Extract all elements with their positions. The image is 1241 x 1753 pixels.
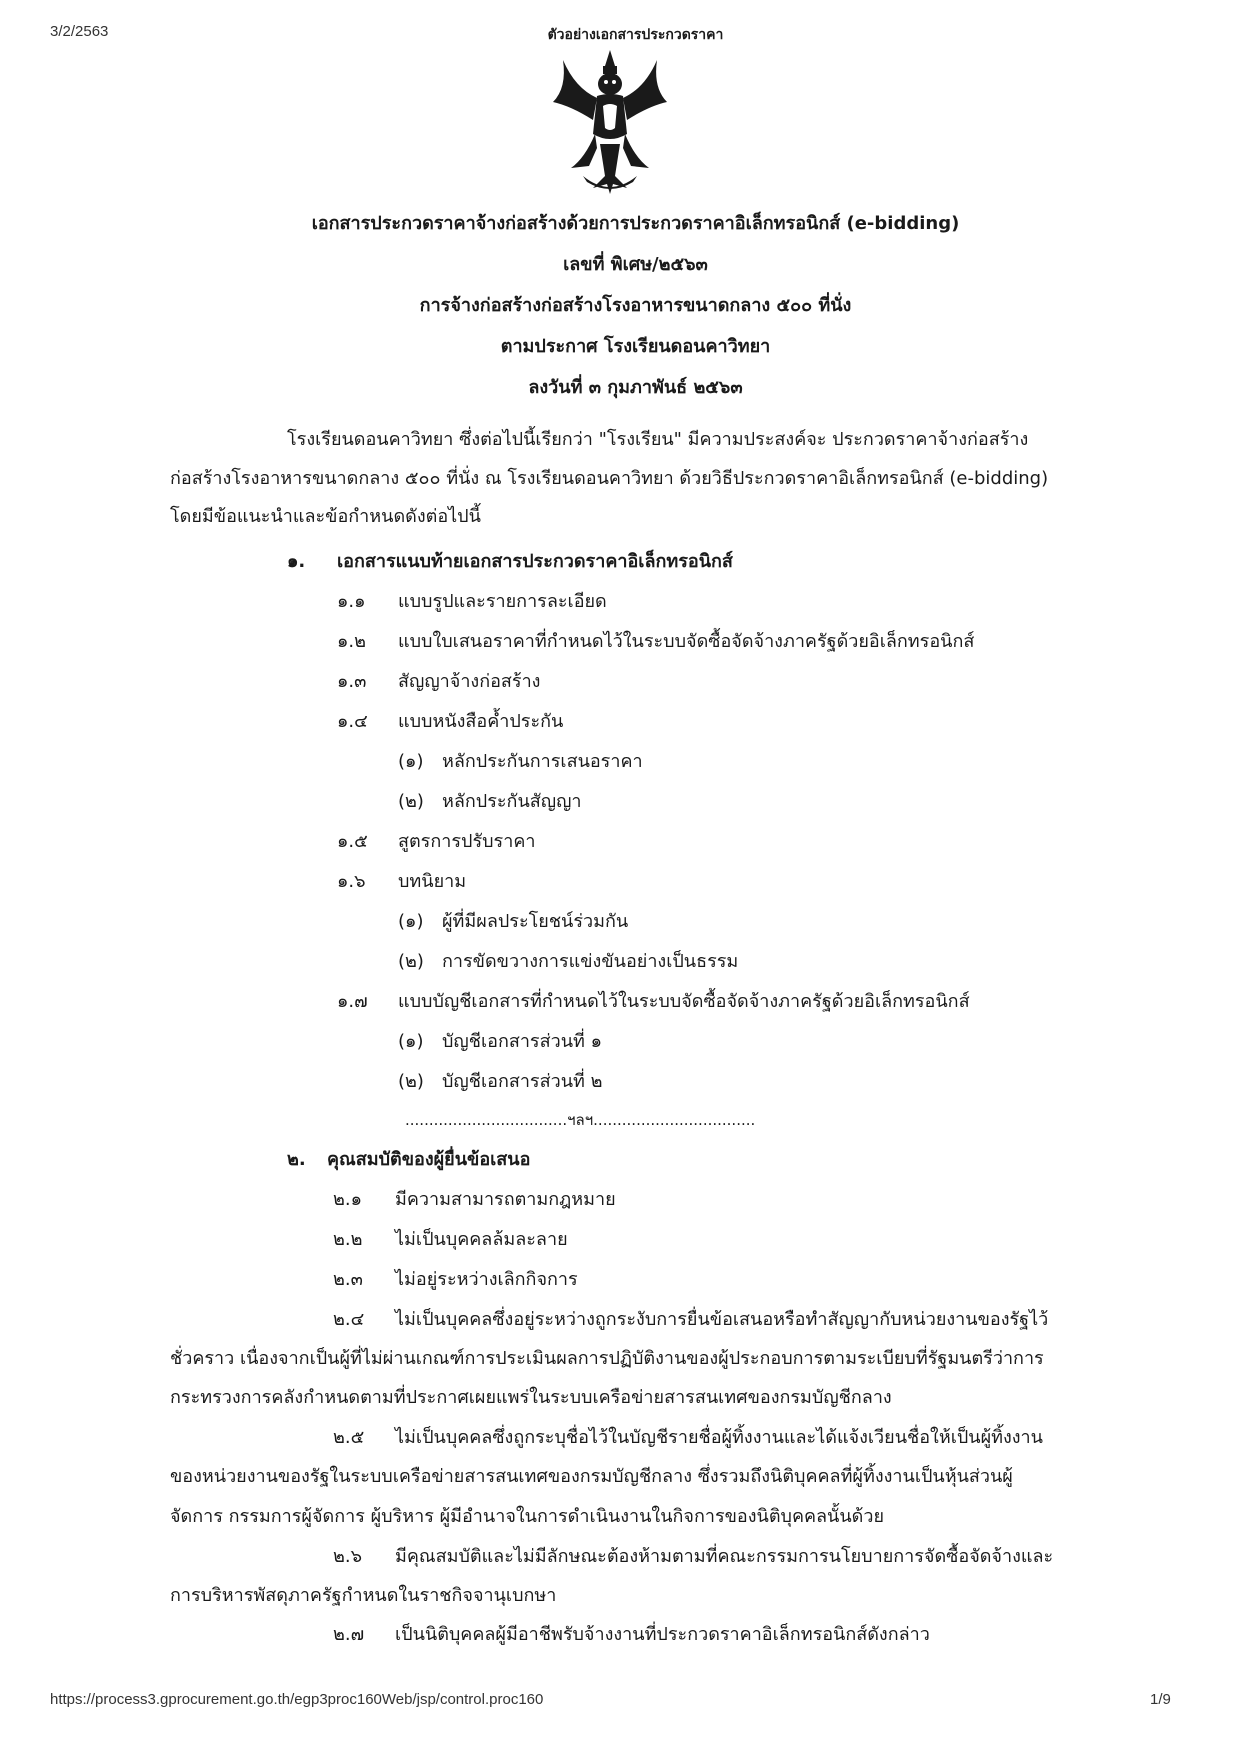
item-text: แบบบัญชีเอกสารที่กำหนดไว้ในระบบจัดซื้อจัดจ้างภาครัฐด้วยอิเล็กทรอนิกส์ [398,991,970,1012]
item-text: สูตรการปรับราคา [398,831,536,852]
item-text: สัญญาจ้างก่อสร้าง [398,671,541,692]
title-line-2: เลขที่ พิเศษ/๒๕๖๓ [563,254,708,275]
item-number: ๒.๕ [333,1427,365,1448]
header-date: 3/2/2563 [50,23,109,40]
item-number: ๒.๔ [333,1309,365,1330]
paragraph-2-6-line-2: การบริหารพัสดุภาครัฐกำหนดในราชกิจจานุเบกษา [170,1585,557,1606]
subitem-number: (๒) [398,951,424,972]
paragraph-2-4-line-2: ชั่วคราว เนื่องจากเป็นผู้ที่ไม่ผ่านเกณฑ์การประเมินผลการปฏิบัติงานของผู้ประกอบการตามระเบียบที่รัฐมนตรีว่าการ [170,1348,1044,1369]
item-number: ๒.๗ [333,1624,365,1645]
garuda-emblem-icon [545,48,675,198]
paragraph-2-5-line-1: ไม่เป็นบุคคลซึ่งถูกระบุชื่อไว้ในบัญชีรายชื่อผู้ทิ้งงานและได้แจ้งเวียนชื่อให้เป็นผู้ทิ้งงาน [395,1427,1043,1448]
subitem-text: การขัดขวางการแข่งขันอย่างเป็นธรรม [442,951,739,972]
paragraph-2-5-line-3: จัดการ กรรมการผู้จัดการ ผู้บริหาร ผู้มีอำนาจในการดำเนินงานในกิจการของนิติบุคคลนั้นด้วย [170,1506,885,1527]
subitem-text: บัญชีเอกสารส่วนที่ ๒ [442,1071,603,1092]
item-number: ๑.๒ [337,631,367,652]
etc-dotted-line: ..................................ฯลฯ.................................. [405,1111,756,1129]
intro-line-3: โดยมีข้อแนะนำและข้อกำหนดดังต่อไปนี้ [170,506,481,527]
section-1-title: เอกสารแนบท้ายเอกสารประกวดราคาอิเล็กทรอนิกส์ [337,551,733,572]
paragraph-2-7-line-1: เป็นนิติบุคคลผู้มีอาชีพรับจ้างงานที่ประกวดราคาอิเล็กทรอนิกส์ดังกล่าว [395,1624,930,1645]
subitem-text: หลักประกันสัญญา [442,791,582,812]
subitem-number: (๒) [398,791,424,812]
intro-line-2: ก่อสร้างโรงอาหารขนาดกลาง ๕๐๐ ที่นั่ง ณ โรงเรียนดอนคาวิทยา ด้วยวิธีประกวดราคาอิเล็กทรอนิกส์ (e-bidding) [170,468,1049,489]
item-number: ๒.๓ [333,1269,363,1290]
item-text: แบบรูปและรายการละเอียด [398,591,607,612]
item-number: ๑.๔ [337,711,368,732]
subitem-number: (๑) [398,911,424,932]
paragraph-2-4-line-1: ไม่เป็นบุคคลซึ่งอยู่ระหว่างถูกระงับการยื่นข้อเสนอหรือทำสัญญากับหน่วยงานของรัฐไว้ [395,1309,1049,1330]
document-title-block [0,203,1241,408]
section-1-number: ๑. [287,551,306,572]
footer-url: https://process3.gprocurement.go.th/egp3proc160Web/jsp/control.proc160 [50,1691,544,1708]
title-line-1: เอกสารประกวดราคาจ้างก่อสร้างด้วยการประกวดราคาอิเล็กทรอนิกส์ (e-bidding) [311,213,960,234]
title-line-4: ตามประกาศ โรงเรียนดอนคาวิทยา [500,336,771,357]
intro-line-1: โรงเรียนดอนคาวิทยา ซึ่งต่อไปนี้เรียกว่า "โรงเรียน" มีความประสงค์จะ ประกวดราคาจ้างก่อสร้าง [287,429,1029,450]
subitem-number: (๑) [398,751,424,772]
footer-page-number: 1/9 [1150,1691,1171,1708]
section-2-number: ๒. [287,1149,306,1170]
item-text: มีความสามารถตามกฎหมาย [395,1189,616,1210]
item-text: ไม่เป็นบุคคลล้มละลาย [395,1229,568,1250]
subitem-text: บัญชีเอกสารส่วนที่ ๑ [442,1031,603,1052]
title-line-5: ลงวันที่ ๓ กุมภาพันธ์ ๒๕๖๓ [528,377,743,398]
item-number: ๑.๓ [337,671,367,692]
item-text: แบบใบเสนอราคาที่กำหนดไว้ในระบบจัดซื้อจัดจ้างภาครัฐด้วยอิเล็กทรอนิกส์ [398,631,975,652]
subitem-text: ผู้ที่มีผลประโยชน์ร่วมกัน [442,911,629,932]
subitem-text: หลักประกันการเสนอราคา [442,751,643,772]
item-text: ไม่อยู่ระหว่างเลิกกิจการ [395,1269,578,1290]
item-number: ๑.๗ [337,991,368,1012]
item-text: บทนิยาม [398,871,467,892]
item-number: ๑.๕ [337,831,368,852]
paragraph-2-5-line-2: ของหน่วยงานของรัฐในระบบเครือข่ายสารสนเทศของกรมบัญชีกลาง ซึ่งรวมถึงนิติบุคคลที่ผู้ทิ้งงานเป็นหุ้นส่วนผู้ [170,1466,1013,1487]
item-number: ๒.๖ [333,1546,363,1567]
subitem-number: (๒) [398,1071,424,1092]
paragraph-2-4-line-3: กระทรวงการคลังกำหนดตามที่ประกาศเผยแพร่ในระบบเครือข่ายสารสนเทศของกรมบัญชีกลาง [170,1387,892,1408]
item-text: แบบหนังสือค้ำประกัน [398,711,564,732]
item-number: ๑.๖ [337,871,366,892]
section-2-title: คุณสมบัติของผู้ยื่นข้อเสนอ [327,1149,531,1170]
paragraph-2-6-line-1: มีคุณสมบัติและไม่มีลักษณะต้องห้ามตามที่คณะกรรมการนโยบายการจัดซื้อจัดจ้างและ [395,1546,1054,1567]
item-number: ๒.๒ [333,1229,363,1250]
item-number: ๑.๑ [337,591,366,612]
item-number: ๒.๑ [333,1189,363,1210]
title-line-3: การจ้างก่อสร้างก่อสร้างโรงอาหารขนาดกลาง ๕๐๐ ที่นั่ง [419,295,852,316]
document-type-label: ตัวอย่างเอกสารประกวดราคา [547,27,724,43]
subitem-number: (๑) [398,1031,424,1052]
